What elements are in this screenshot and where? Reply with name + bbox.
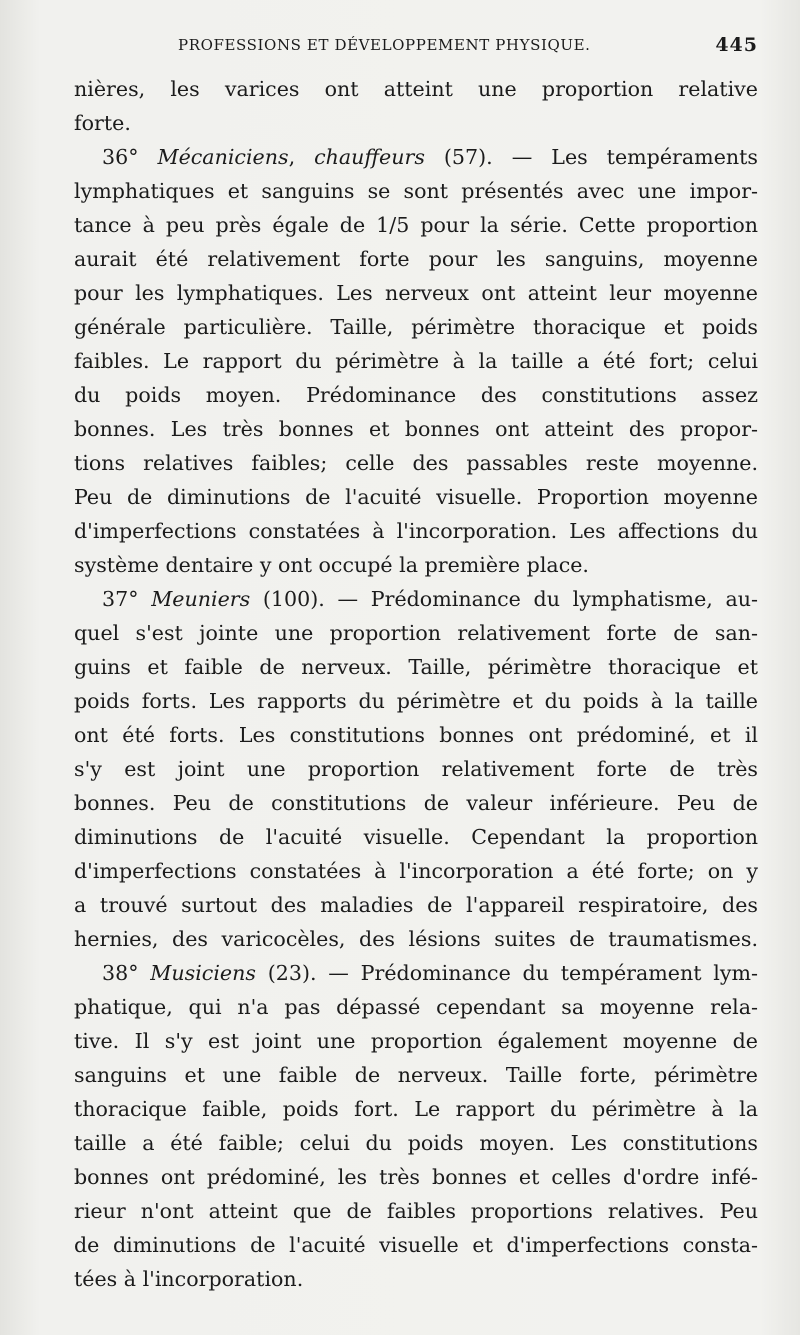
- text-line: système dentaire y ont occupé la première place.: [74, 553, 589, 577]
- text-line: pour les lymphatiques. Les nerveux ont atteint leur moyenne: [74, 281, 758, 305]
- text-line: d'imperfections constatées à l'incorporation a été forte; on y: [74, 859, 758, 883]
- text-line: du poids moyen. Prédominance des constitutions assez: [74, 383, 758, 407]
- text-line: bonnes ont prédominé, les très bonnes et celles d'ordre infé-: [74, 1165, 758, 1189]
- text-line: a trouvé surtout des maladies de l'appareil respiratoire, des: [74, 893, 758, 917]
- text-line: s'y est joint une proportion relativement forte de très: [74, 757, 758, 781]
- text-line: lymphatiques et sanguins se sont présentés avec une impor-: [74, 179, 758, 203]
- text-line: Peu de diminutions de l'acuité visuelle. Proportion moyenne: [74, 485, 758, 509]
- text-line: générale particulière. Taille, périmètre thoracique et poids: [74, 315, 758, 339]
- text-line: sanguins et une faible de nerveux. Taille forte, périmètre: [74, 1063, 758, 1087]
- text-line: bonnes. Peu de constitutions de valeur inférieure. Peu de: [74, 791, 758, 815]
- text-line: diminutions de l'acuité visuelle. Cependant la proportion: [74, 825, 758, 849]
- page-number: 445: [715, 34, 758, 56]
- text-line: thoracique faible, poids fort. Le rapport du périmètre à la: [74, 1097, 758, 1121]
- text-line: ont été forts. Les constitutions bonnes ont prédominé, et il: [74, 723, 758, 747]
- running-title: PROFESSIONS ET DÉVELOPPEMENT PHYSIQUE.: [178, 36, 591, 54]
- paragraph-37-start: 37° Meuniers (100). — Prédominance du lymphatisme, au-: [102, 587, 758, 611]
- paragraph-38-start: 38° Musiciens (23). — Prédominance du tempérament lym-: [102, 961, 758, 985]
- text-line: tance à peu près égale de 1/5 pour la série. Cette proportion: [74, 213, 758, 237]
- text-line: quel s'est jointe une proportion relativement forte de san-: [74, 621, 758, 645]
- text-line: tions relatives faibles; celle des passables reste moyenne.: [74, 451, 758, 475]
- page-header: [178, 36, 758, 62]
- text-line: phatique, qui n'a pas dépassé cependant sa moyenne rela-: [74, 995, 758, 1019]
- text-line: bonnes. Les très bonnes et bonnes ont atteint des propor-: [74, 417, 758, 441]
- text-line: forte.: [74, 111, 131, 135]
- text-line: taille a été faible; celui du poids moyen. Les constitutions: [74, 1131, 758, 1155]
- text-line: poids forts. Les rapports du périmètre et du poids à la taille: [74, 689, 758, 713]
- text-line: de diminutions de l'acuité visuelle et d'imperfections consta-: [74, 1233, 758, 1257]
- text-line: tive. Il s'y est joint une proportion également moyenne de: [74, 1029, 758, 1053]
- text-line: aurait été relativement forte pour les sanguins, moyenne: [74, 247, 758, 271]
- text-line: d'imperfections constatées à l'incorporation. Les affections du: [74, 519, 758, 543]
- text-line: rieur n'ont atteint que de faibles proportions relatives. Peu: [74, 1199, 758, 1223]
- text-line: tées à l'incorporation.: [74, 1267, 304, 1291]
- text-line: guins et faible de nerveux. Taille, périmètre thoracique et: [74, 655, 758, 679]
- text-line: nières, les varices ont atteint une proportion relative: [74, 77, 758, 101]
- text-line: hernies, des varicocèles, des lésions suites de traumatismes.: [74, 927, 758, 951]
- body-text: [74, 72, 758, 1296]
- text-line: faibles. Le rapport du périmètre à la taille a été fort; celui: [74, 349, 758, 373]
- paragraph-36-start: 36° Mécaniciens, chauffeurs (57). — Les tempéraments: [102, 145, 758, 169]
